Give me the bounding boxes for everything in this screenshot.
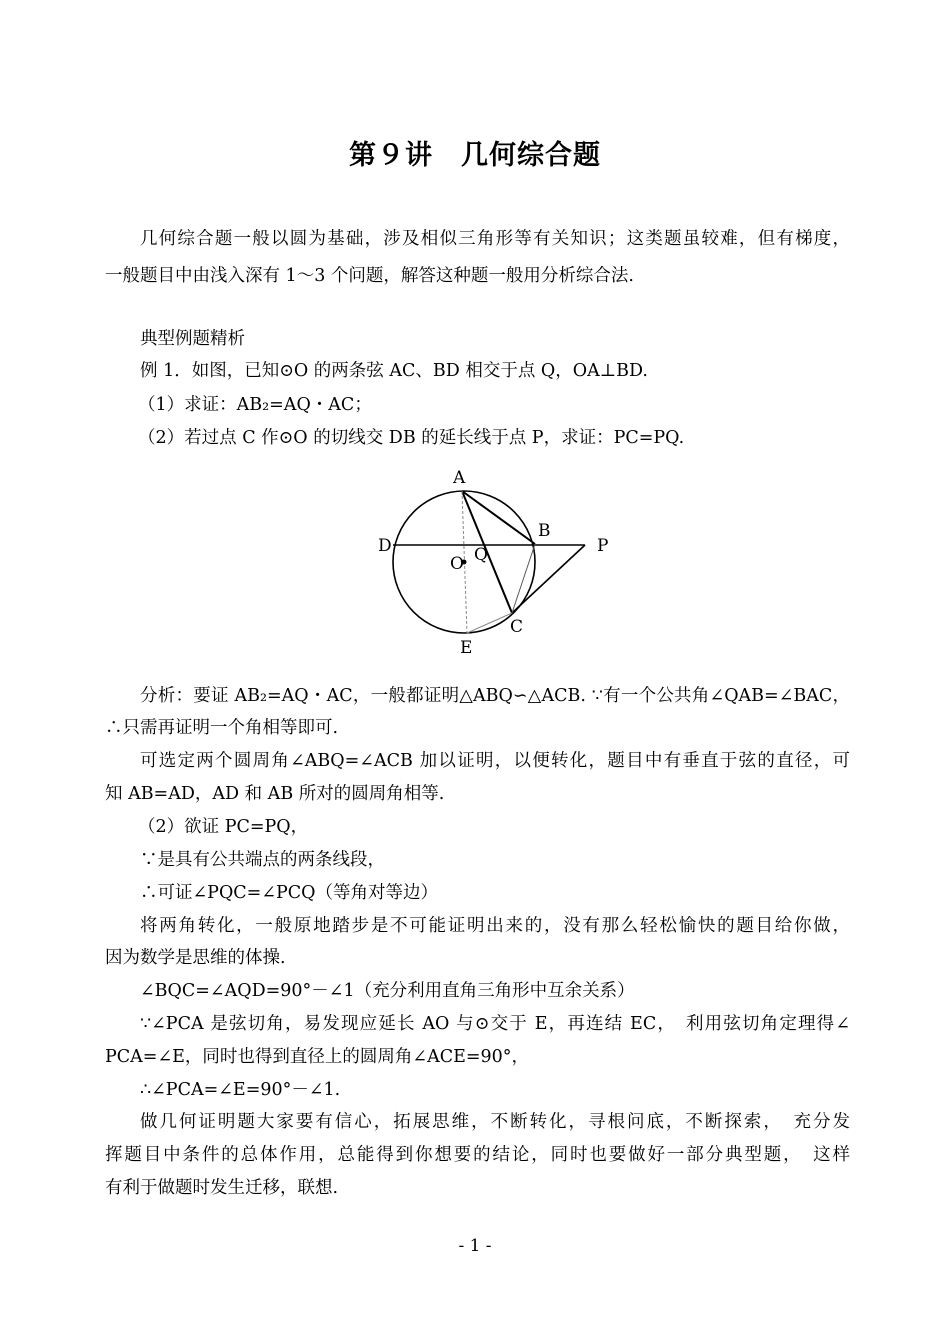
page-title: 第９讲 几何综合题 [349, 140, 601, 171]
analysis-line-7: ∴可证∠PQC=∠PCQ（等角对等边） [140, 883, 439, 903]
label-b: B [538, 521, 551, 541]
example-statement: 例 1．如图，已知⊙O 的两条弦 AC、BD 相交于点 Q，OA⊥BD. [140, 361, 648, 381]
label-d: D [378, 536, 392, 556]
label-o: O [450, 554, 464, 574]
analysis-line-11: ∵∠PCA 是弦切角，易发现应延长 AO 与⊙交于 E，再连结 EC， 利用弦切角定理得∠ [140, 1014, 850, 1034]
page-number: - 1 - [458, 1236, 492, 1256]
analysis-line-6: ∵是具有公共端点的两条线段， [140, 850, 385, 870]
analysis-line-15: 挥题目中条件的总体作用，总能得到你想要的结论，同时也要做好一部分典型题， 这样 [105, 1145, 850, 1165]
analysis-line-4: 知 AB=AD，AD 和 AB 所对的圆周角相等. [105, 784, 445, 804]
example-part-2: （2）若过点 C 作⊙O 的切线交 DB 的延长线于点 P，求证：PC=PQ. [138, 428, 685, 448]
label-e: E [460, 638, 473, 658]
label-p: P [597, 536, 609, 556]
analysis-line-14: 做几何证明题大家要有信心，拓展思维，不断转化，寻根问底，不断探索， 充分发 [140, 1112, 850, 1132]
analysis-line-16: 有利于做题时发生迁移，联想. [105, 1178, 339, 1198]
label-c: C [510, 617, 524, 637]
analysis-line-12: PCA=∠E，同时也得到直径上的圆周角∠ACE=90°， [105, 1047, 530, 1067]
geometry-figure [370, 462, 620, 662]
analysis-line-3: 可选定两个圆周角∠ABQ=∠ACB 加以证明，以便转化，题目中有垂直于弦的直径，可 [140, 751, 850, 771]
analysis-line-10: ∠BQC=∠AQD=90°－∠1（充分利用直角三角形中互余关系） [140, 981, 635, 1001]
segment-ec [467, 613, 512, 633]
label-a: A [453, 468, 466, 488]
analysis-line-13: ∴∠PCA=∠E=90°－∠1. [140, 1080, 341, 1100]
example-part-1: （1）求证：AB₂=AQ・AC； [138, 395, 372, 415]
label-q: Q [474, 545, 488, 565]
analysis-line-5: （2）欲证 PC=PQ， [138, 817, 309, 837]
analysis-line-2: ∴只需再证明一个角相等即可. [105, 718, 339, 738]
intro-line-1: 几何综合题一般以圆为基础，涉及相似三角形等有关知识；这类题虽较难，但有梯度， [140, 229, 850, 249]
intro-line-2: 一般题目中由浅入深有 1～3 个问题，解答这种题一般用分析综合法. [105, 266, 634, 286]
analysis-line-9: 因为数学是思维的体操. [105, 948, 286, 968]
section-heading: 典型例题精析 [140, 329, 245, 349]
analysis-line-8: 将两角转化，一般原地踏步是不可能证明出来的，没有那么轻松愉快的题目给你做， [140, 916, 850, 936]
analysis-line-1: 分析：要证 AB₂=AQ・AC，一般都证明△ABQ∽△ACB. ∵有一个公共角∠QAB=∠BAC， [140, 686, 850, 706]
